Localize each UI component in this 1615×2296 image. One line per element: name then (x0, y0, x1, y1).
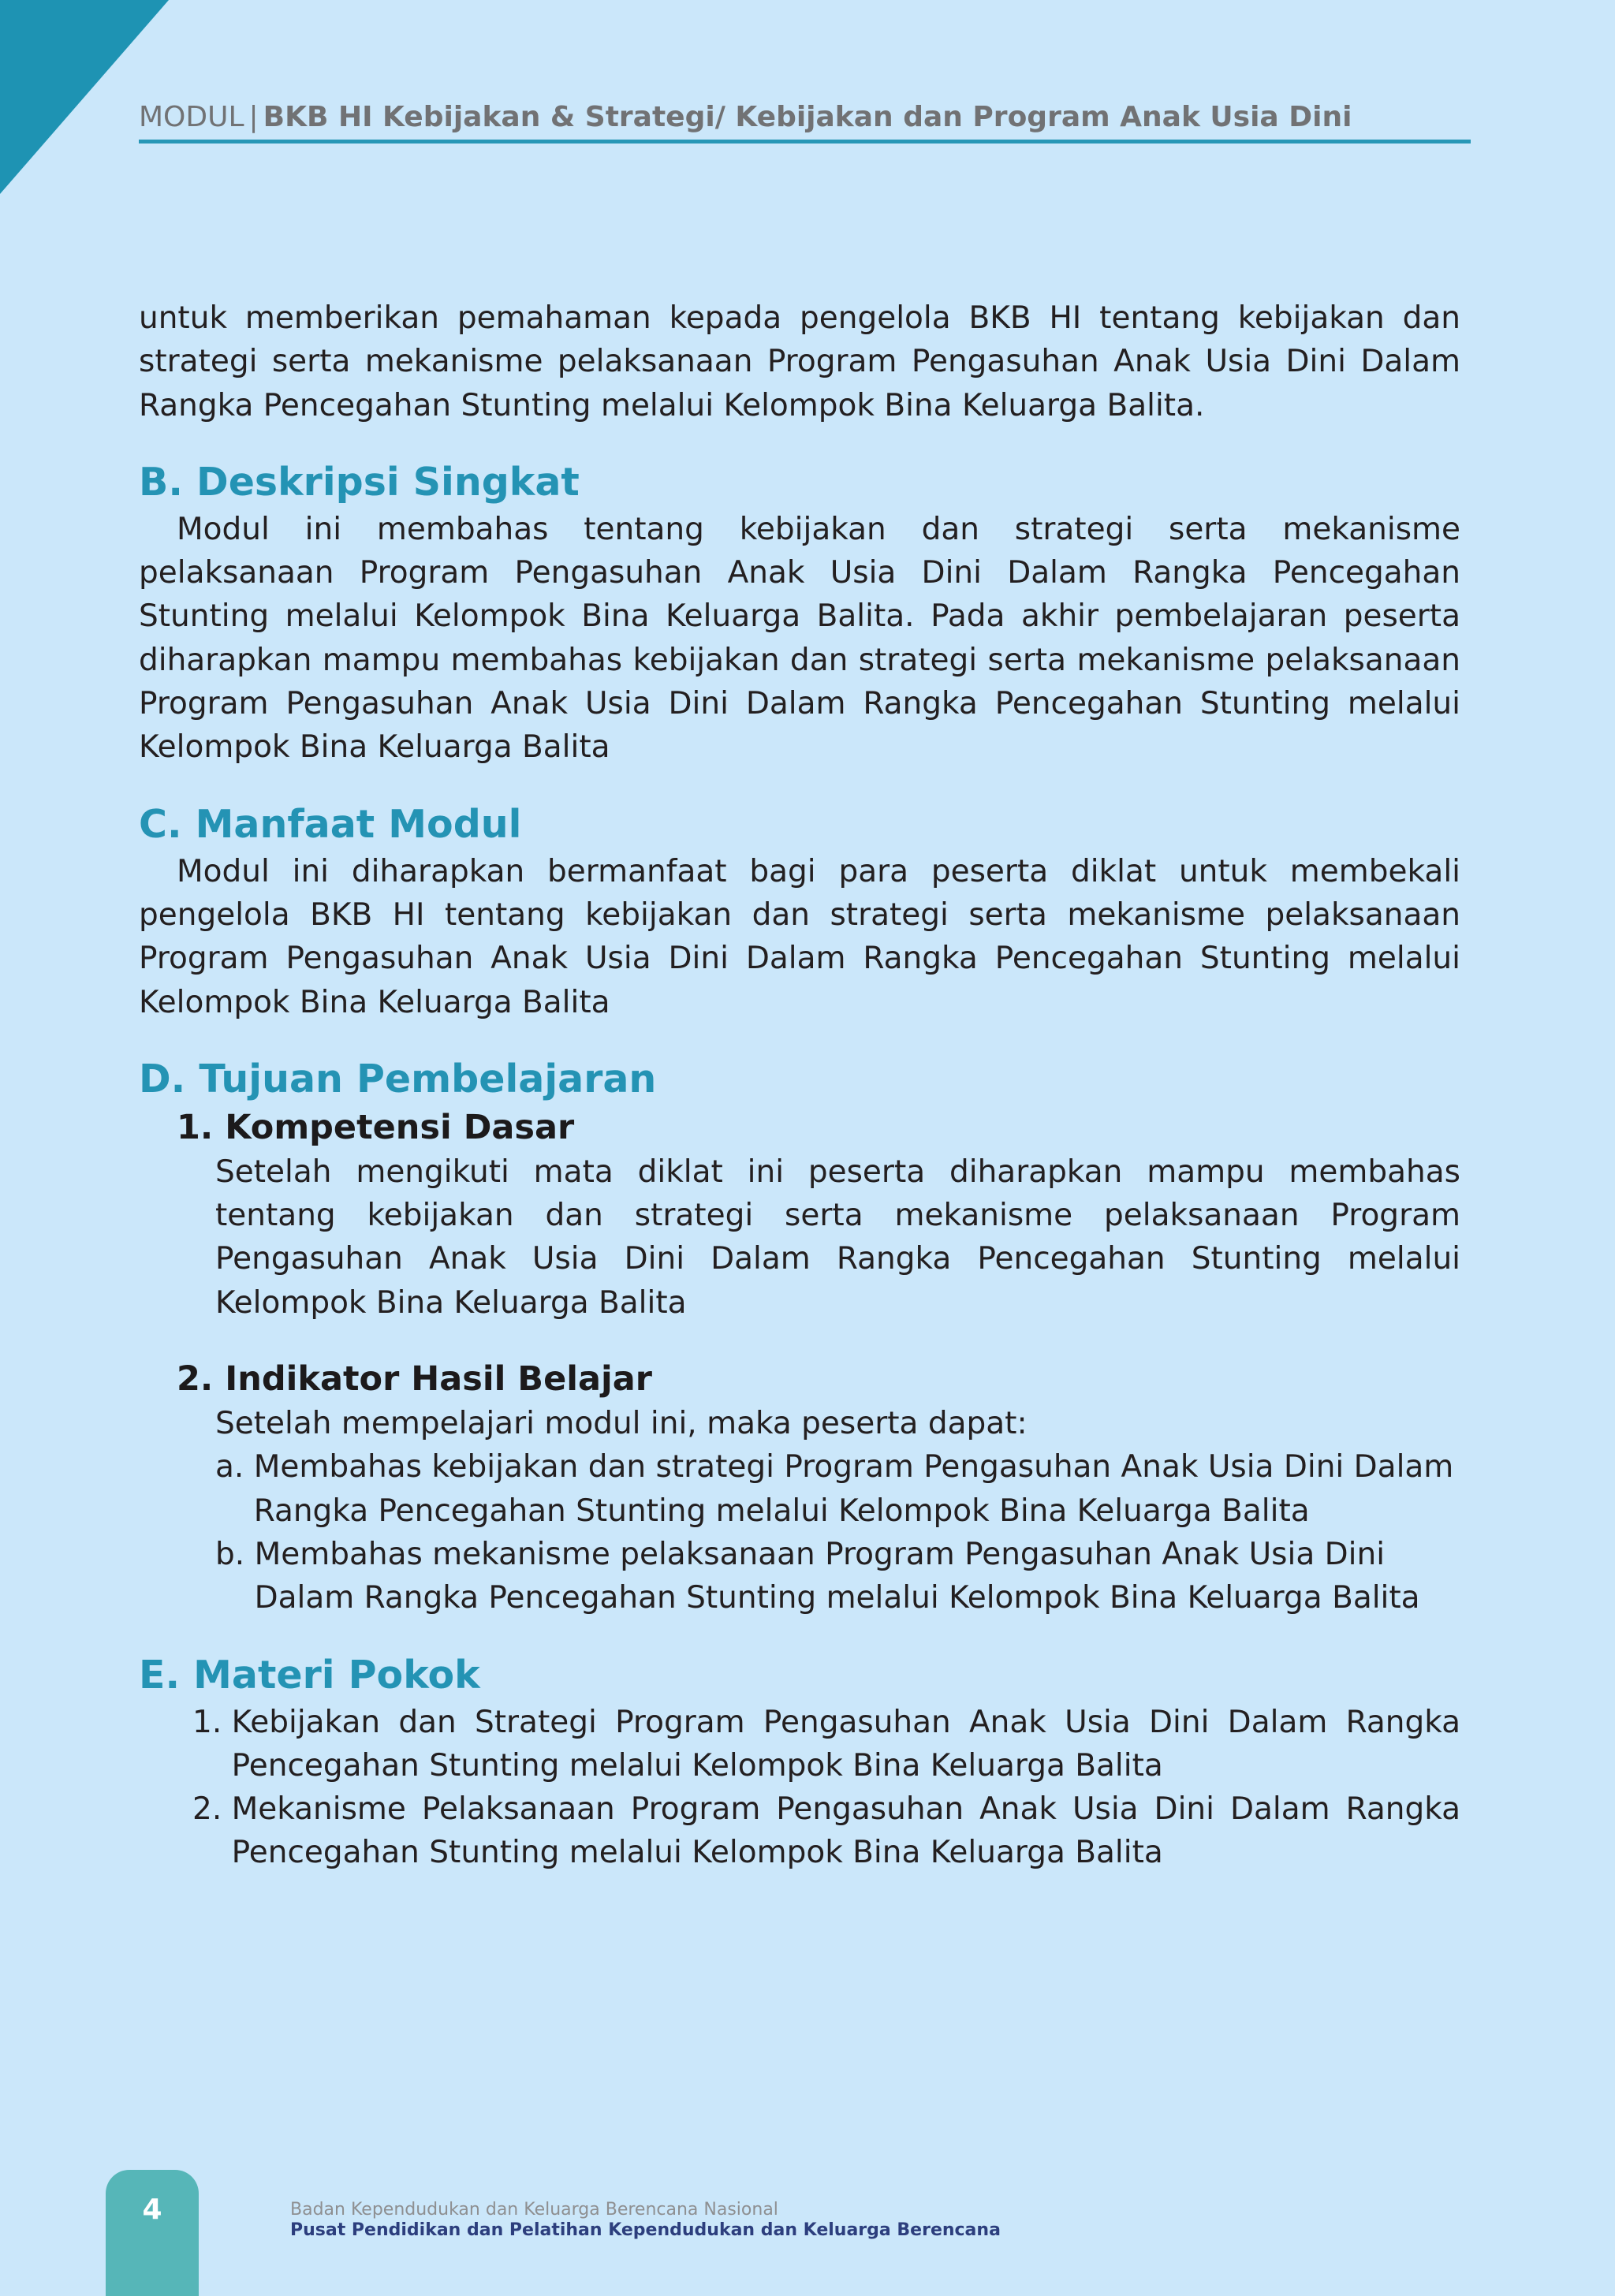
list-item-text: Membahas mekanisme pelaksanaan Program Pengasuhan Anak Usia Dini Dalam Rangka Pencegahan Stunting melalui Kelompok Bina Keluarga Balita (254, 1536, 1420, 1616)
list-item-text: Mekanisme Pelaksanaan Program Pengasuhan Anak Usia Dini Dalam Rangka Pencegahan Stunting melalui Kelompok Bina Keluarga Balita (231, 1791, 1460, 1871)
intro-paragraph: untuk memberikan pemahaman kepada pengelola BKB HI tentang kebijakan dan strategi serta mekanisme pelaksanaan Program Pengasuhan Anak Usia Dini Dalam Rangka Pencegahan Stunting melalui Kelompok Bina Keluarga Balita. (139, 300, 1460, 423)
section-b-heading: B. Deskripsi Singkat (139, 459, 580, 505)
indikator-hasil-belajar-heading: 2. Indikator Hasil Belajar (177, 1359, 652, 1400)
header-separator: | (248, 101, 259, 133)
list-item (215, 1533, 1460, 1620)
corner-decoration (0, 0, 169, 194)
indikator-intro: Setelah mempelajari modul ini, maka peserta dapat: (215, 1406, 1028, 1442)
list-item (192, 1701, 1460, 1788)
list-item (215, 1445, 1460, 1533)
materi-pokok-list (139, 1701, 1460, 1875)
list-marker: a. (215, 1449, 254, 1485)
page-header (139, 98, 1352, 137)
section-d-body (139, 1105, 1460, 1620)
section-b-paragraph: Modul ini membahas tentang kebijakan dan strategi serta mekanisme pelaksanaan Program Pengasuhan Anak Usia Dini Dalam Rangka Pencegahan Stunting melalui Kelompok Bina Keluarga Balita. Pada akhir pembelajaran peserta diharapkan mampu membahas kebijakan dan strategi serta mekanisme pelaksanaan Program Pengasuhan Anak Usia Dini Dalam Rangka Pencegahan Stunting melalui Kelompok Bina Keluarga Balita (139, 511, 1460, 766)
footer-center: Pusat Pendidikan dan Pelatihan Kependudukan dan Keluarga Berencana (290, 2220, 1001, 2240)
footer-institution: Badan Kependudukan dan Keluarga Berencana Nasional (290, 2200, 778, 2220)
page-body (139, 296, 1460, 1875)
list-item (192, 1787, 1460, 1875)
header-title: BKB HI Kebijakan & Strategi/ Kebijakan dan Program Anak Usia Dini (263, 101, 1352, 133)
list-marker: 1. (192, 1704, 232, 1740)
kompetensi-dasar-heading: 1. Kompetensi Dasar (177, 1107, 575, 1147)
kompetensi-dasar-paragraph: Setelah mengikuti mata diklat ini peserta diharapkan mampu membahas tentang kebijakan dan strategi serta mekanisme pelaksanaan Program Pengasuhan Anak Usia Dini Dalam Rangka Pencegahan Stunting melalui Kelompok Bina Keluarga Balita (215, 1154, 1460, 1321)
list-marker: b. (215, 1536, 255, 1572)
section-e-heading: E. Materi Pokok (139, 1652, 480, 1698)
section-c-heading: C. Manfaat Modul (139, 801, 522, 847)
indikator-list (177, 1402, 1460, 1620)
section-d-heading: D. Tujuan Pembelajaran (139, 1056, 657, 1101)
section-c-paragraph: Modul ini diharapkan bermanfaat bagi para peserta diklat untuk membekali pengelola BKB HI tentang kebijakan dan strategi serta mekanisme pelaksanaan Program Pengasuhan Anak Usia Dini Dalam Rangka Pencegahan Stunting melalui Kelompok Bina Keluarga Balita (139, 853, 1460, 1020)
list-item-text: Kebijakan dan Strategi Program Pengasuhan Anak Usia Dini Dalam Rangka Pencegahan Stunting melalui Kelompok Bina Keluarga Balita (231, 1704, 1460, 1784)
list-item-text: Membahas kebijakan dan strategi Program Pengasuhan Anak Usia Dini Dalam Rangka Pencegahan Stunting melalui Kelompok Bina Keluarga Balita (253, 1449, 1454, 1529)
page-number-tab (106, 2170, 199, 2296)
list-marker: 2. (192, 1791, 232, 1828)
page-number: 4 (142, 2194, 162, 2226)
header-divider (139, 140, 1471, 144)
header-prefix: MODUL (139, 101, 244, 133)
